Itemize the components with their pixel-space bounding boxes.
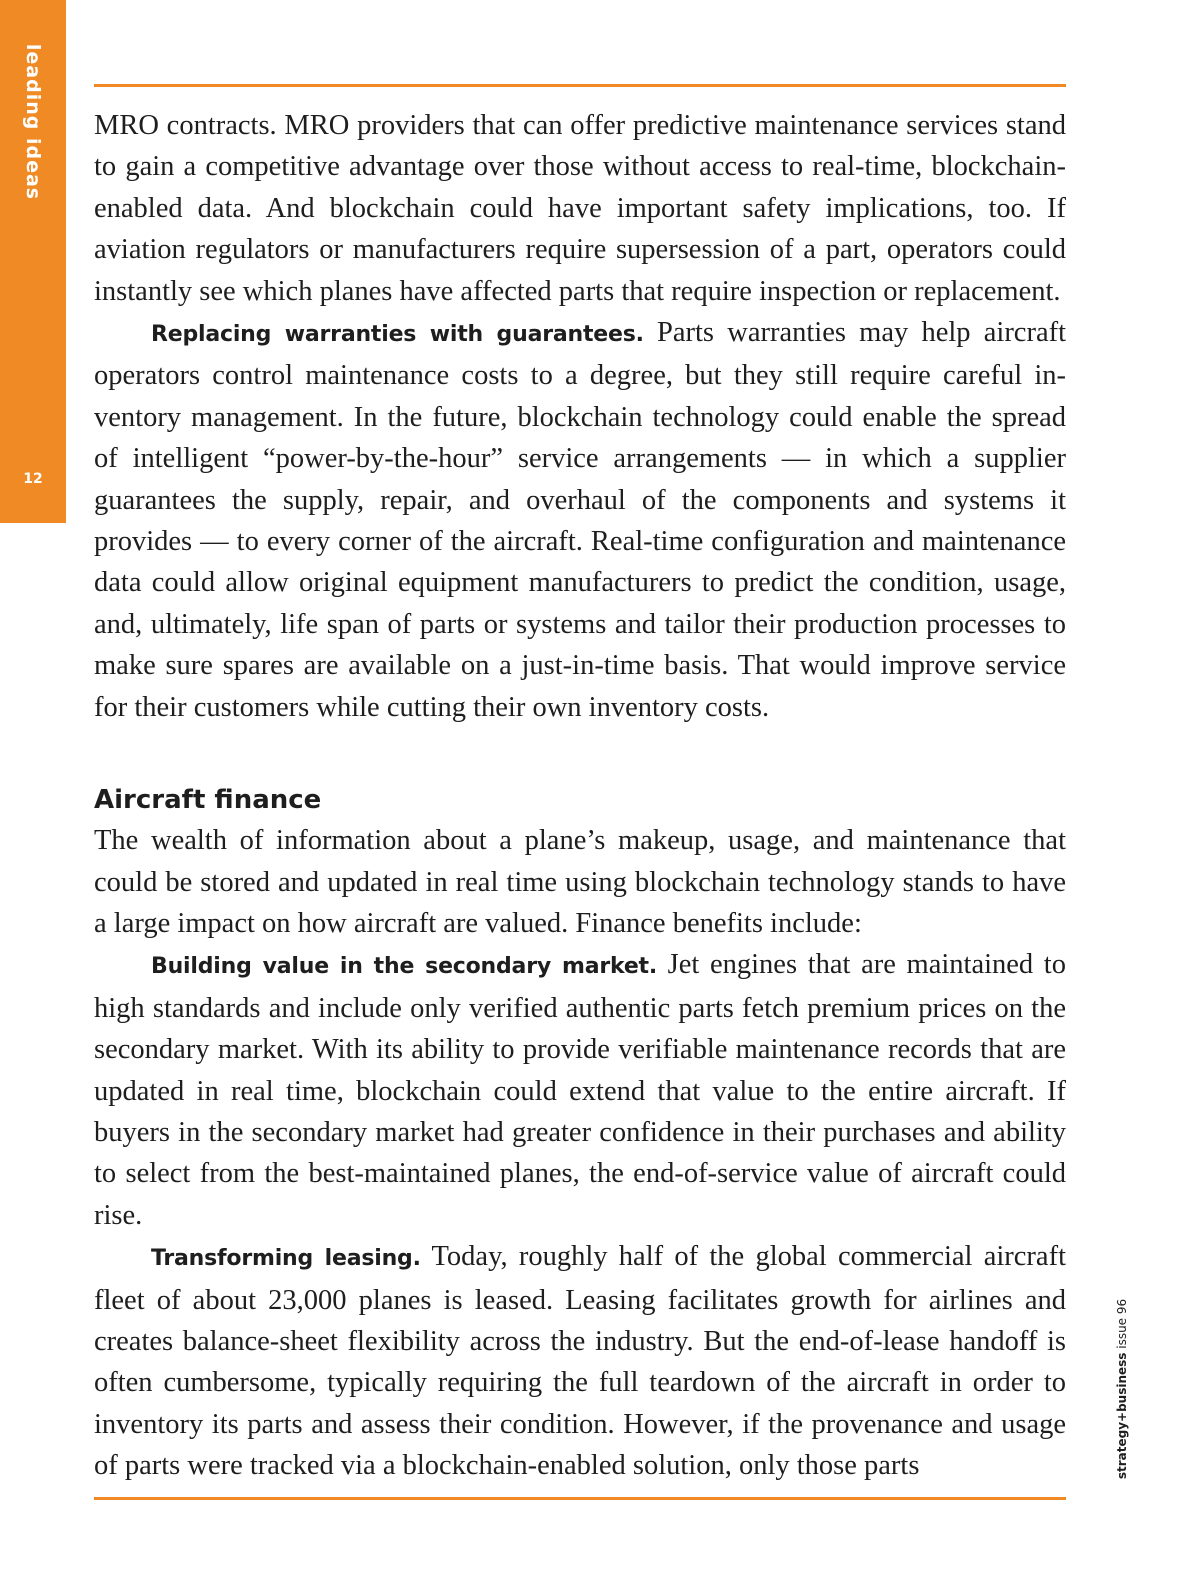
leasing-text: Today, roughly half of the global commercial aircraft fleet of about 23,000 planes is leased. Leasing facilitates growth for airlines and creates balance-sheet flexibility across the industry. But the end-of-lease handoff is often cumbersome, typically requiring the full teardown of the aircraft in order to inventory its parts and assess their condition. However, if the provenance and usage of parts were tracked via a blockchain-enabled solution, only those parts — [94, 1241, 1066, 1482]
article-body — [94, 105, 1066, 1487]
publication-name: strategy+business — [1115, 1352, 1129, 1480]
top-divider — [94, 84, 1066, 87]
page-number: 12 — [23, 471, 43, 487]
secondary-market-run-in-heading: Building value in the secondary market. — [151, 954, 658, 980]
section-sidebar-tab — [0, 0, 66, 523]
secondary-market-paragraph — [94, 944, 1066, 1236]
warranties-text: Parts warranties may help aircraft operators control maintenance costs to a degree, but they still require careful inventory management. In the future, blockchain technology could enable the spread of intelligent “power-by-the-hour” service arrangements — in which a supplier guarantees the supply, repair, and overhaul of the components and systems it provides — to every corner of the aircraft. Real-time configuration and maintenance data could allow original equipment manufacturers to predict the condition, usage, and, ultimately, life span of parts or systems and tailor their production processes to make sure spares are available on a just-in-time basis. That would improve service for their customers while cutting their own inventory costs. — [94, 317, 1067, 723]
leasing-run-in-heading: Transforming leasing. — [151, 1246, 421, 1272]
publication-footer — [1115, 1299, 1129, 1479]
warranties-run-in-heading: Replacing warranties with guarantees. — [151, 322, 644, 348]
finance-intro-paragraph: The wealth of information about a plane’s makeup, usage, and maintenance that could be stored and updated in real time using blockchain technology stands to have a large impact on how aircraft are valued. Finance benefits include: — [94, 825, 1066, 939]
leasing-paragraph — [94, 1236, 1066, 1486]
bottom-divider — [94, 1497, 1066, 1500]
warranties-paragraph — [94, 312, 1066, 728]
section-heading-aircraft-finance: Aircraft finance — [94, 785, 322, 816]
intro-paragraph: MRO contracts. MRO providers that can offer predictive maintenance services stand to gain a competitive advantage over those without access to real-time, blockchain-enabled data. And blockchain could have important safety implications, too. If aviation regulators or manufacturers require supersession of a part, operators could instantly see which planes have affected parts that require inspection or replacement. — [94, 110, 1066, 307]
issue-label: issue 96 — [1115, 1298, 1129, 1353]
secondary-market-text: Jet engines that are maintained to high standards and include only verified authentic parts fetch premium prices on the secondary market. With its ability to provide verifiable maintenance records that are updated in real time, blockchain could extend that value to the entire aircraft. If buyers in the secondary market had greater confidence in their purchases and ability to select from the best-maintained planes, the end-of-service value of aircraft could rise. — [94, 949, 1066, 1231]
section-label: leading ideas — [22, 43, 44, 201]
